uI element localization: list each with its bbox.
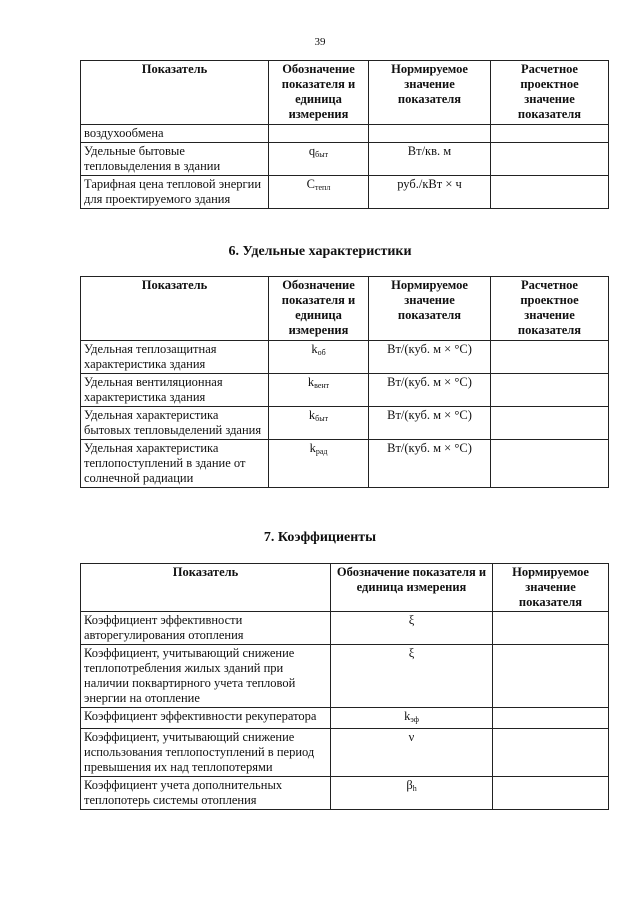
cell-calculated: [491, 341, 609, 374]
cell-designation: [269, 125, 369, 143]
symbol: С: [306, 177, 315, 191]
cell-calculated: [491, 374, 609, 407]
table-coefficients: [80, 563, 609, 810]
symbol: k: [309, 441, 316, 455]
symbol-subscript: об: [317, 348, 326, 357]
symbol-subscript: h: [412, 784, 417, 793]
symbol: k: [307, 375, 315, 389]
header-normative: Нормируемое значение показателя: [369, 61, 491, 125]
page-number: 39: [314, 36, 326, 48]
cell-indicator: Коэффициент учета дополнительных теплопотерь системы отопления: [81, 777, 331, 810]
table-row: [81, 125, 609, 143]
symbol: k: [308, 408, 316, 422]
symbol-subscript: рад: [315, 447, 328, 456]
symbol: ξ: [408, 646, 415, 660]
cell-designation: [269, 440, 369, 488]
cell-normative: Вт/(куб. м × °С): [369, 374, 491, 407]
header-calculated: Расчетное проектное значение показателя: [491, 61, 609, 125]
table-row: [81, 612, 609, 645]
cell-indicator: Удельная характеристика теплопоступлений в здание от солнечной радиации: [81, 440, 269, 488]
table-row: [81, 374, 609, 407]
cell-indicator: воздухообмена: [81, 125, 269, 143]
symbol: ξ: [408, 613, 415, 627]
symbol: q: [308, 144, 316, 158]
symbol: ν: [408, 730, 415, 744]
cell-designation: [269, 341, 369, 374]
symbol-subscript: тепл: [315, 183, 331, 192]
table-row: [81, 341, 609, 374]
table-row: [81, 777, 609, 810]
header-designation: Обозначение показателя и единица измерения: [269, 61, 369, 125]
table-row: [81, 440, 609, 488]
symbol-subscript: быт: [315, 414, 329, 423]
cell-normative: [493, 729, 609, 777]
symbol-subscript: вент: [314, 381, 330, 390]
cell-designation: [331, 708, 493, 729]
cell-calculated: [491, 143, 609, 176]
cell-indicator: Удельная вентиляционная характеристика здания: [81, 374, 269, 407]
cell-normative: Вт/кв. м: [369, 143, 491, 176]
table-row: [81, 729, 609, 777]
cell-normative: [493, 777, 609, 810]
header-normative: Нормируемое значение показателя: [493, 564, 609, 612]
cell-calculated: [491, 125, 609, 143]
cell-designation: [269, 176, 369, 209]
cell-normative: [493, 612, 609, 645]
cell-designation: [269, 143, 369, 176]
cell-designation: [269, 407, 369, 440]
cell-designation: [331, 645, 493, 708]
table-row: [81, 708, 609, 729]
cell-indicator: Удельная характеристика бытовых тепловыделений здания: [81, 407, 269, 440]
cell-indicator: Коэффициент эффективности авторегулирования отопления: [81, 612, 331, 645]
symbol: k: [404, 709, 411, 723]
header-indicator: Показатель: [81, 61, 269, 125]
header-indicator: Показатель: [81, 277, 269, 341]
cell-designation: [331, 612, 493, 645]
table-row: [81, 176, 609, 209]
cell-normative: Вт/(куб. м × °С): [369, 407, 491, 440]
cell-calculated: [491, 407, 609, 440]
cell-normative: руб./кВт × ч: [369, 176, 491, 209]
cell-indicator: Коэффициент эффективности рекуператора: [81, 708, 331, 729]
cell-calculated: [491, 440, 609, 488]
table-row: [81, 143, 609, 176]
header-designation: Обозначение показателя и единица измерения: [331, 564, 493, 612]
symbol: β: [406, 778, 413, 792]
header-calculated: Расчетное проектное значение показателя: [491, 277, 609, 341]
cell-normative: Вт/(куб. м × °С): [369, 341, 491, 374]
header-indicator: Показатель: [81, 564, 331, 612]
table-row: [81, 407, 609, 440]
table-row: [81, 645, 609, 708]
cell-indicator: Удельные бытовые тепловыделения в здании: [81, 143, 269, 176]
header-normative: Нормируемое значение показателя: [369, 277, 491, 341]
cell-designation: [269, 374, 369, 407]
table-specific-characteristics: [80, 276, 609, 488]
cell-indicator: Удельная теплозащитная характеристика здания: [81, 341, 269, 374]
cell-indicator: Тарифная цена тепловой энергии для проектируемого здания: [81, 176, 269, 209]
section-title-7: 7. Коэффициенты: [263, 530, 377, 545]
cell-normative: [493, 645, 609, 708]
cell-designation: [331, 729, 493, 777]
symbol-subscript: эф: [410, 715, 419, 724]
symbol-subscript: быт: [315, 150, 329, 159]
cell-normative: [493, 708, 609, 729]
cell-designation: [331, 777, 493, 810]
header-designation: Обозначение показателя и единица измерения: [269, 277, 369, 341]
cell-normative: [369, 125, 491, 143]
cell-indicator: Коэффициент, учитывающий снижение теплопотребления жилых зданий при наличии поквартирного учета тепловой энергии на отопление: [81, 645, 331, 708]
cell-indicator: Коэффициент, учитывающий снижение использования теплопоступлений в период превышения их над теплопотерями: [81, 729, 331, 777]
symbol: k: [311, 342, 318, 356]
cell-calculated: [491, 176, 609, 209]
cell-normative: Вт/(куб. м × °С): [369, 440, 491, 488]
section-title-6: 6. Удельные характеристики: [228, 244, 412, 259]
table-continuation: [80, 60, 609, 209]
